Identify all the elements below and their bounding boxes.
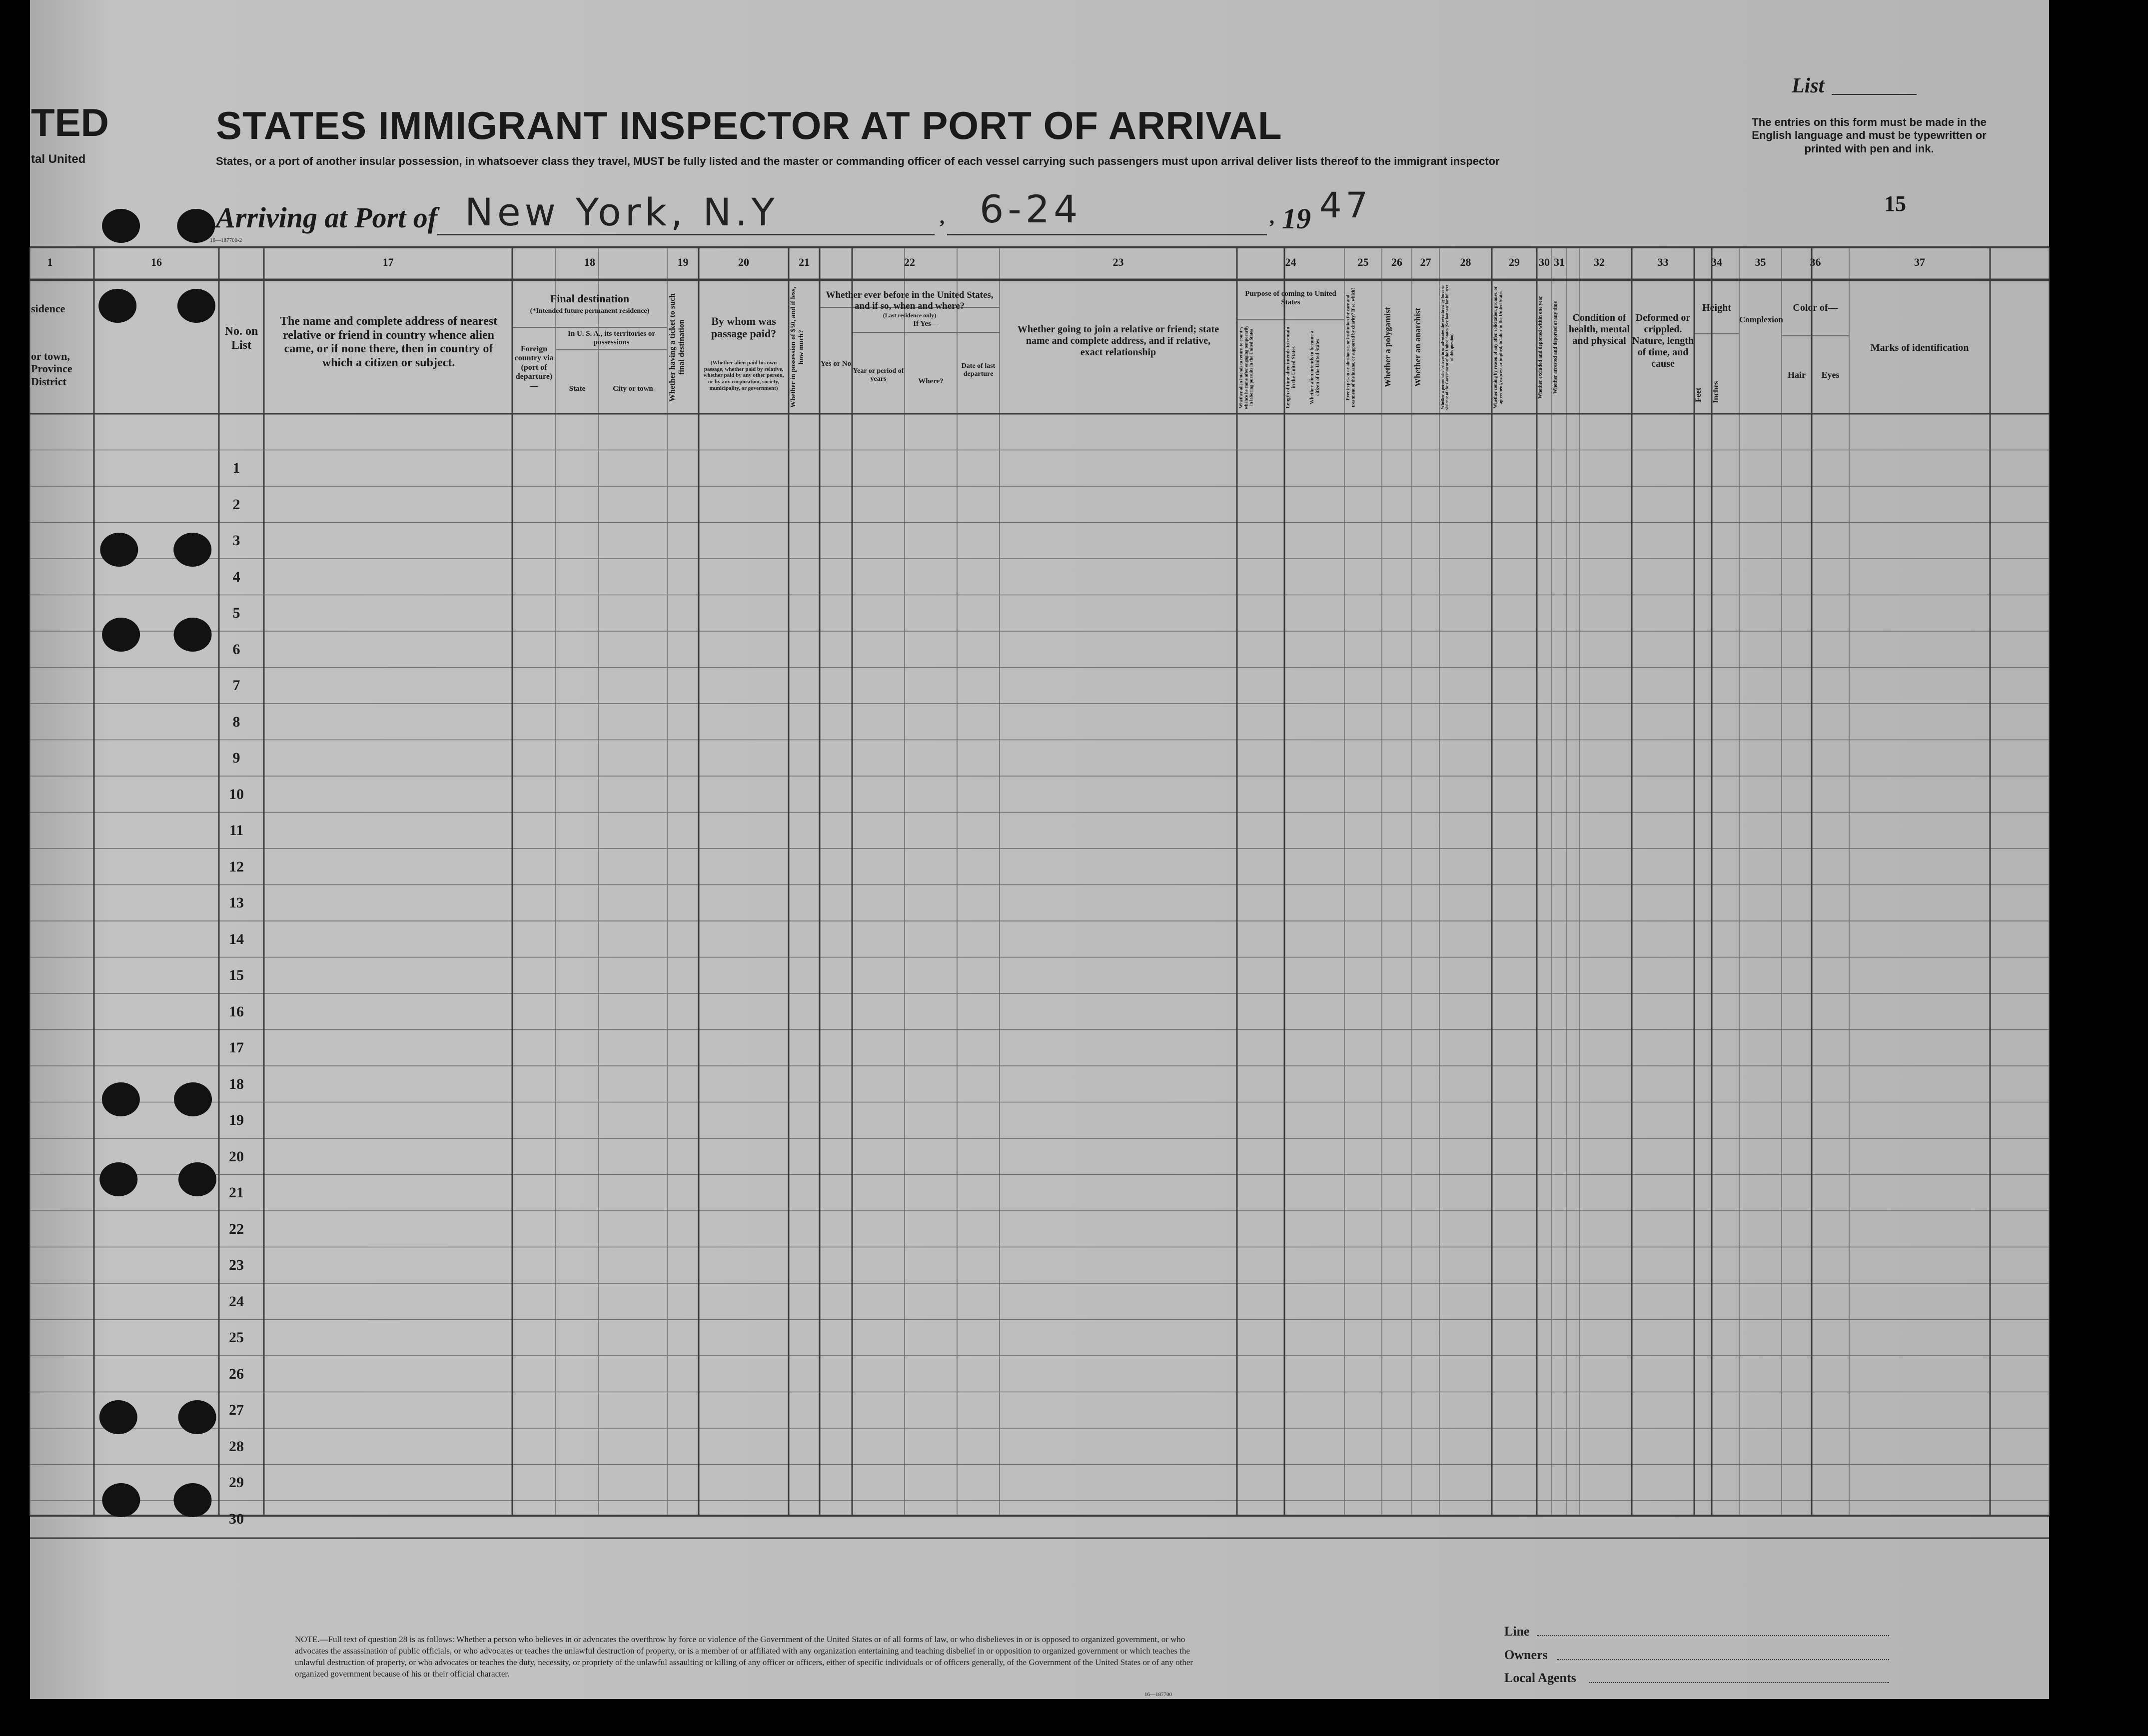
form-subtitle: States, or a port of another insular possession, in whatsoever class they travel, MUST be fully listed and the master or commanding officer of each vessel carrying such passengers must upon arrival deliver lists thereof to the immigrant inspector (216, 155, 1500, 167)
punch-hole (173, 533, 211, 567)
arriving-label: Arriving at Port of (216, 201, 438, 234)
row-number-26: 26 (229, 1365, 244, 1382)
date-line (947, 234, 1267, 235)
punch-hole (177, 289, 215, 323)
column-number-16: 16 (151, 256, 162, 268)
col-36-hair: Hair (1788, 370, 1806, 380)
row-number-24: 24 (229, 1293, 244, 1310)
col-18-sub: (*Intended future permanent residence) (530, 307, 650, 315)
col-22-last-departure: Date of last departure (961, 362, 996, 378)
row-number-16: 16 (229, 1003, 244, 1020)
punch-hole (100, 533, 138, 567)
column-number-27: 27 (1420, 256, 1431, 268)
col-18-label: Final destination (550, 292, 630, 305)
column-number-37: 37 (1914, 256, 1925, 268)
row-number-21: 21 (229, 1184, 244, 1201)
row-number-3: 3 (232, 532, 240, 549)
list-label: List (1792, 74, 1825, 97)
col-21-label: Whether in possession of $50, and if less, how much? (790, 286, 806, 408)
col-36-eyes: Eyes (1821, 370, 1840, 380)
col-28-label: Whether a person who believes in or advocates the overthrow by force or violence of the Government of the United States (See footnote for full text of this question) (1440, 285, 1454, 410)
row-number-7: 7 (232, 677, 240, 694)
local-agents-label: Local Agents (1504, 1671, 1576, 1685)
col-34-inches: Inches (1712, 381, 1720, 404)
punch-hole (173, 1483, 211, 1517)
punch-hole (98, 289, 136, 323)
column-number-18: 18 (584, 256, 595, 268)
list-number-line (1832, 94, 1917, 95)
comma-2: , (1269, 205, 1274, 228)
row-number-6: 6 (232, 641, 240, 658)
col-22-sub: (Last residence only) (883, 312, 937, 319)
row-number-19: 19 (229, 1112, 244, 1128)
punch-hole (173, 618, 211, 652)
col-34-feet: Feet (1694, 387, 1703, 402)
row-number-27: 27 (229, 1402, 244, 1418)
row-number-4: 4 (232, 568, 240, 585)
punch-hole (177, 209, 215, 243)
col-22-if-yes: If Yes— (913, 320, 939, 328)
column-number-29: 29 (1509, 256, 1520, 268)
row-number-2: 2 (232, 496, 240, 513)
colnum-1: 1 (47, 256, 53, 268)
column-number-36: 36 (1810, 256, 1821, 268)
punch-hole (102, 1483, 140, 1517)
footnote-question-28: NOTE.—Full text of question 28 is as follows: Whether a person who believes in or advocates the overthrow by force or violence of the Government of the United States or of all forms of law, or who disbelieves in or is opposed to organized government, or who advocates the assassination of public officials, or who advocates or teaches the unlawful destruction of property, or is a member of or affiliated with any organization entertaining and teaching disbelief in or opposition to organized government or which teaches the unlawful destruction of property, or who advocates or teaches the duty, necessity, or propriety of the unlawful assaulting or killing of any officer or officers, either of specific individuals or of officers generally, of the Government of the United States or of any other organized government because of his or their official character. (295, 1635, 1193, 1679)
row-number-15: 15 (229, 967, 244, 983)
punch-hole (174, 1082, 212, 1116)
partial-title-left: TED (31, 100, 109, 144)
row-number-23: 23 (229, 1257, 244, 1273)
col-18-state: State (569, 385, 586, 393)
punch-hole (102, 209, 140, 243)
row-number-11: 11 (229, 822, 244, 839)
col-17-label: The name and complete address of nearest relative or friend in country whence alien came, or if none there, then in country of which a citizen or subject. (279, 315, 498, 369)
col-36-label: Color of— (1793, 302, 1838, 313)
row-number-10: 10 (229, 786, 244, 803)
col-18-usa: In U. S. A., its territories or possessions (568, 330, 655, 347)
column-number-33: 33 (1657, 256, 1669, 268)
row-number-12: 12 (229, 858, 244, 875)
col-22-where: Where? (918, 377, 944, 385)
column-number-22: 22 (904, 256, 915, 268)
col-34-label: Height (1702, 302, 1731, 313)
col-32-label: Condition of health, mental and physical (1568, 312, 1630, 346)
row-number-25: 25 (229, 1329, 244, 1346)
col-26-label: Whether a polygamist (1383, 307, 1392, 388)
column-number-28: 28 (1460, 256, 1471, 268)
col-16-label: No. on List (224, 325, 258, 352)
row-number-8: 8 (232, 713, 240, 730)
date-handwritten: 6-24 (980, 187, 1082, 231)
form-title: STATES IMMIGRANT INSPECTOR AT PORT OF ARRIVAL (216, 103, 1282, 147)
punch-hole (102, 1082, 140, 1116)
col-24-label: Purpose of coming to United States (1245, 290, 1336, 307)
column-number-30: 30 (1539, 256, 1550, 268)
local-agents-fill (1589, 1682, 1889, 1683)
col-27-label: Whether an anarchist (1413, 307, 1422, 387)
row-number-30: 30 (229, 1510, 244, 1527)
year-handwritten: 47 (1319, 185, 1372, 226)
punch-hole (102, 618, 140, 652)
col-33-label: Deformed or crippled. Nature, length of time, and cause (1632, 312, 1694, 369)
col-20-label: By whom was passage paid? (711, 315, 777, 340)
column-number-21: 21 (799, 256, 810, 268)
row-number-28: 28 (229, 1438, 244, 1455)
line-label: Line (1504, 1624, 1530, 1639)
col-30-label: Whether excluded and deported within one year (1538, 296, 1543, 399)
column-number-23: 23 (1112, 256, 1124, 268)
col-18-city: City or town (613, 385, 653, 393)
town-province-fragment: or town, Province District (31, 350, 72, 388)
page-number: 15 (1884, 191, 1906, 216)
row-number-29: 29 (229, 1474, 244, 1491)
row-number-13: 13 (229, 894, 244, 911)
col-23-label: Whether going to join a relative or friend; state name and complete address, and if relative, exact relationship (1017, 324, 1219, 358)
punch-hole (99, 1400, 137, 1434)
line-fill (1537, 1635, 1889, 1636)
row-number-14: 14 (229, 930, 244, 947)
row-number-17: 17 (229, 1039, 244, 1056)
col-22-yes-no: Yes or No (820, 360, 852, 368)
owners-label: Owners (1504, 1648, 1548, 1662)
col-35-label: Complexion (1739, 315, 1783, 324)
col-37-label: Marks of identification (1870, 342, 1969, 353)
row-number-5: 5 (232, 605, 240, 621)
col-22-years: Year or period of years (853, 367, 904, 383)
row-number-18: 18 (229, 1075, 244, 1092)
column-number-24: 24 (1285, 256, 1296, 268)
col-18-foreign: Foreign country via (port of departure)— (514, 345, 554, 390)
punch-hole (99, 1162, 137, 1196)
col-19-label: Whether having a ticket to such final destination (668, 293, 686, 402)
year-prefix: 19 (1282, 202, 1311, 235)
col-22-label: Whether ever before in the United States, and if so, when and where? (826, 290, 994, 311)
comma-1: , (940, 205, 945, 228)
form-code-left: 16—187700-2 (210, 237, 242, 243)
form-instructions: The entries on this form must be made in the English language and must be typewritten or printed with pen and ink. (1752, 116, 1987, 155)
owners-fill (1557, 1659, 1889, 1660)
col-29-label: Whether coming by reason of any offer, solicitation, promise, or agreement, express or implied, to labor in the United States (1493, 286, 1503, 409)
col-24-citizen: Whether alien intends to become a citizen of the United States (1309, 330, 1321, 404)
form-code-footer: 16—187700 (1144, 1692, 1172, 1698)
col-20-sub: (Whether alien paid his own passage, whether paid by relative, whether paid by any other person, or by any corporation, society, municipality, or government) (703, 360, 784, 391)
port-handwritten: New York, N.Y (465, 190, 779, 234)
column-number-32: 32 (1594, 256, 1605, 268)
column-number-20: 20 (738, 256, 749, 268)
col-25-label: Ever in prison or almshouse, or institution for care and treatment of the insane, or supported by charity? If so, which? (1345, 287, 1356, 407)
column-number-19: 19 (677, 256, 689, 268)
col-24-length: Length of time alien intends to remain in the United States (1285, 326, 1297, 408)
residence-fragment: sidence (31, 302, 65, 315)
row-number-1: 1 (232, 460, 240, 476)
row-number-22: 22 (229, 1220, 244, 1237)
column-number-17: 17 (382, 256, 394, 268)
column-number-31: 31 (1554, 256, 1565, 268)
col-24-return: Whether alien intends to return to country whence he came after engaging temporarily in laboring pursuits in the United States (1238, 325, 1254, 409)
column-number-35: 35 (1755, 256, 1766, 268)
col-31-label: Whether arrested and deported at any time (1553, 301, 1558, 394)
row-number-20: 20 (229, 1148, 244, 1165)
column-number-25: 25 (1357, 256, 1369, 268)
column-number-26: 26 (1391, 256, 1402, 268)
column-number-34: 34 (1711, 256, 1722, 268)
row-number-9: 9 (232, 750, 240, 766)
partial-subtitle-left: tal United (31, 152, 86, 166)
